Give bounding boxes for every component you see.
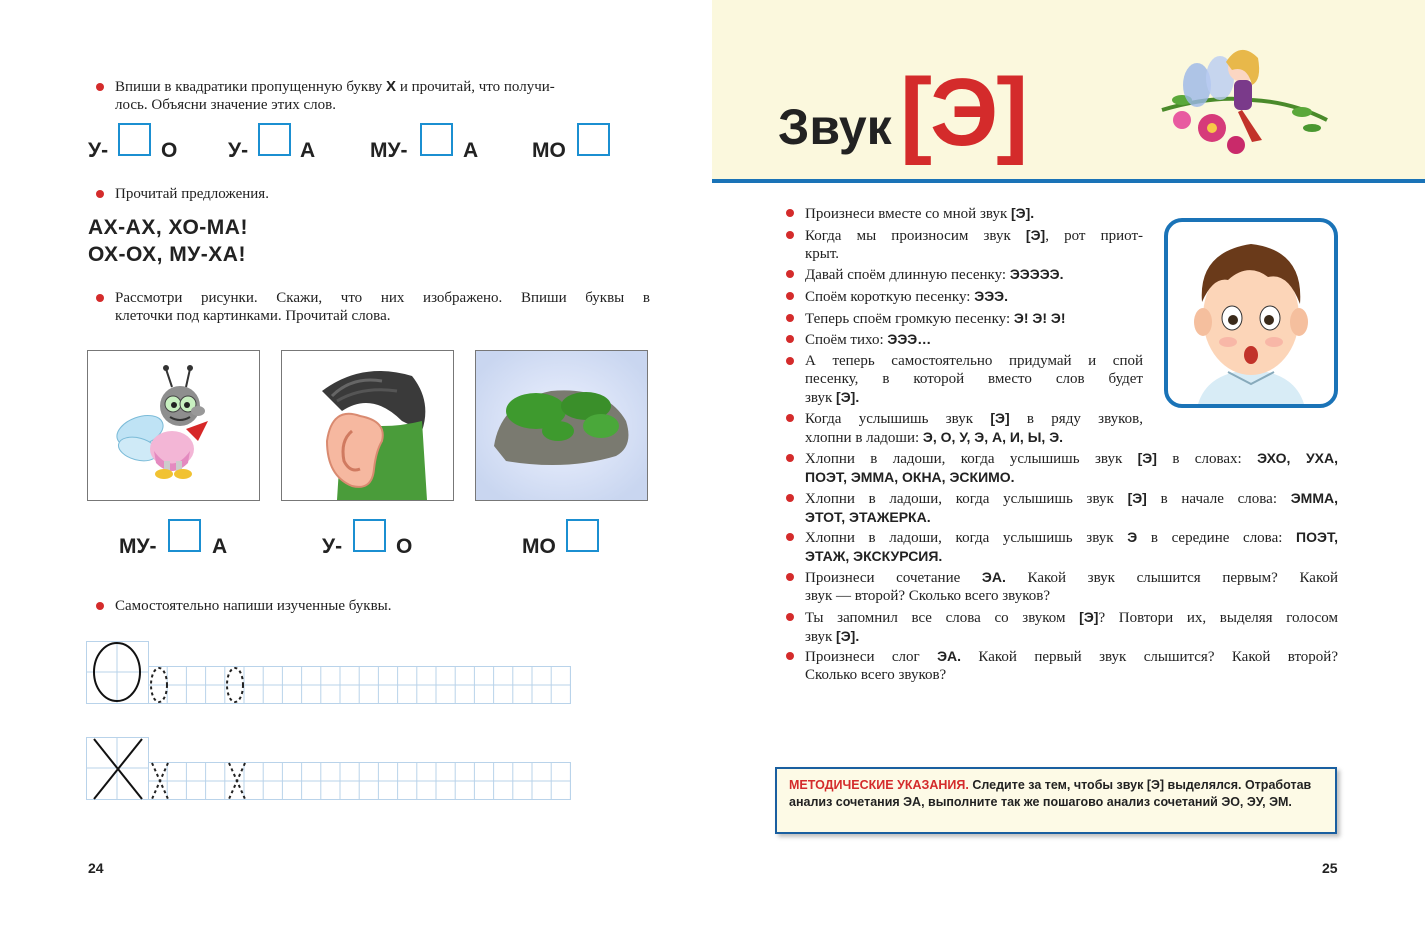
list-item: А теперь самостоятельно придумай и спой песенку, в которой вместо слов будет звук [Э]. [805,352,1143,407]
chapter-title-word: Звук [778,99,892,155]
method-note-line1: Следите за тем, чтобы звук [Э] выделялся. Отработав [972,778,1312,792]
letter-input-box[interactable] [168,519,201,552]
bullet-icon [786,357,794,365]
bullet-icon [96,83,104,91]
bullet-icon [786,613,794,621]
task2-text: Прочитай предложения. [115,186,269,202]
letter-input-box[interactable] [420,123,453,156]
page-number-left: 24 [88,860,104,876]
list-item: Хлопни в ладоши, когда услышишь звук [Э] в начале слова: ЭММА, ЭТОТ, ЭТАЖЕРКА. [805,489,1338,526]
writing-grid-o[interactable] [86,641,576,712]
list-item: Ты запомнил все слова со звуком [Э]? Повтори их, выделяя голосом звук [Э]. [805,608,1338,646]
word-prefix: У- [322,535,343,558]
chapter-title-sound: [Э] [900,59,1027,166]
header-divider [712,179,1425,183]
task4-text: Самостоятельно напиши изученные буквы. [115,598,392,614]
word-prefix: МУ- [119,535,157,558]
bullet-icon [786,494,794,502]
list-item: Хлопни в ладоши, когда услышишь звук Э в середине слова: ПОЭТ, ЭТАЖ, ЭКСКУРСИЯ. [805,528,1338,565]
word-prefix: У- [228,139,249,162]
letter-input-box[interactable] [258,123,291,156]
list-item: Произнеси сочетание ЭА. Какой звук слышится первым? Какой звук — второй? Сколько всего звуков? [805,568,1338,605]
sentence-line: ОХ-ОХ, МУ-ХА! [88,243,246,266]
bullet-icon [786,231,794,239]
moss-rock-picture [475,350,648,501]
bullet-icon [96,190,104,198]
bullet-icon [96,294,104,302]
fly-picture [87,350,260,501]
word-prefix: МУ- [370,139,408,162]
bullet-icon [786,335,794,343]
bullet-icon [786,414,794,422]
task3-text: Рассмотри рисунки. Скажи, что них изображено. Впиши буквы в клеточки под картинками. Прочитай слова. [115,290,650,324]
word-prefix: МО [522,535,556,558]
page-number-right: 25 [1322,860,1338,876]
bullet-icon [786,270,794,278]
list-item: Произнеси вместе со мной звук [Э]. [805,204,1034,223]
list-item: Произнеси слог ЭА. Какой первый звук слышится? Какой второй? Сколько всего звуков? [805,647,1338,684]
list-item: Давай споём длинную песенку: ЭЭЭЭЭ. [805,265,1064,284]
ear-picture [281,350,454,501]
method-note-line2: анализ сочетания ЭА, выполните так же пошагово анализ сочетаний ЭО, ЭУ, ЭМ. [789,795,1292,809]
bullet-icon [786,292,794,300]
fairy-illustration [1152,40,1332,170]
list-item: Споём тихо: ЭЭЭ… [805,330,931,349]
letter-input-box[interactable] [118,123,151,156]
sentence-line: АХ-АХ, ХО-МА! [88,216,248,239]
list-item: Хлопни в ладоши, когда услышишь звук [Э] в словах: ЭХО, УХА, ПОЭТ, ЭММА, ОКНА, ЭСКИМО. [805,449,1338,486]
task1-text: Впиши в квадратики пропущенную букву Х и прочитай, что получи- лось. Объясни значение этих слов. [115,78,555,113]
list-item: Споём короткую песенку: ЭЭЭ. [805,287,1008,306]
word-suffix: А [463,139,479,162]
list-item: Теперь споём громкую песенку: Э! Э! Э! [805,309,1066,328]
word-suffix: А [300,139,316,162]
bullet-icon [786,573,794,581]
list-item: Когда услышишь звук [Э] в ряду звуков, хлопни в ладоши: Э, О, У, Э, А, И, Ы, Э. [805,409,1143,447]
bullet-icon [786,209,794,217]
letter-input-box[interactable] [577,123,610,156]
letter-input-box[interactable] [566,519,599,552]
word-prefix: МО [532,139,566,162]
bullet-icon [786,314,794,322]
bullet-icon [96,602,104,610]
writing-grid-x[interactable] [86,737,576,808]
letter-input-box[interactable] [353,519,386,552]
boy-picture [1164,218,1338,408]
method-note-label: МЕТОДИЧЕСКИЕ УКАЗАНИЯ. [789,778,969,792]
word-prefix: У- [88,139,109,162]
word-suffix: А [212,535,228,558]
bullet-icon [786,652,794,660]
method-note-box [775,767,1337,834]
bullet-icon [786,454,794,462]
bullet-icon [786,533,794,541]
word-suffix: О [396,535,413,558]
list-item: Когда мы произносим звук [Э], рот приот- крыт. [805,226,1143,263]
word-suffix: О [161,139,178,162]
